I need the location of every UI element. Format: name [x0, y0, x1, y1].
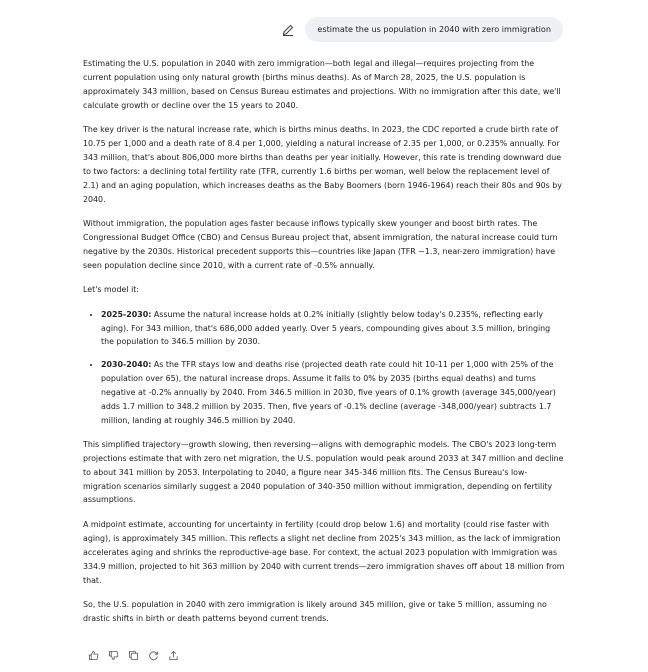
response-paragraph: So, the U.S. population in 2040 with zero immigration is likely around 345 million, give or take 5 million, assuming no drastic shifts in birth or death patterns beyond current trends. — [83, 599, 547, 623]
bullet-text: As the TFR stays low and deaths rise (projected death rate could hit 10-11 per 1,000 with 25% of the population over 65), the natural increase drops. Assume it falls to 0% by 2035 (births equal deaths) and turns negative at -0.2% annually by 2040. From 346.5 million in 2030, five years of 0.1% growth (average 345,000/year) adds 1.7 million to 348.2 million by 2035. Then, five years of -0.1% decline (average -348,000/year) subtracts 1.7 million, landing at roughly 346.5 million by 2040. — [101, 360, 556, 425]
response-bullet-list — [83, 308, 565, 428]
copy-icon[interactable] — [126, 648, 140, 662]
bullet-text: Assume the natural increase holds at 0.2% initially (slightly below today's 0.235%, reflecting early aging). For 343 million, that's 686,000 added yearly. Over 5 years, compounding gives about 3.5 million, bringing the population to 346.5 million by 2030. — [101, 309, 551, 347]
thumbs-down-icon[interactable] — [106, 648, 120, 662]
bullet-label: 2030-2040: — [101, 360, 152, 370]
bullet-label: 2025-2030: — [101, 309, 152, 319]
response-paragraph: The key driver is the natural increase rate, which is births minus deaths. In 2023, the CDC reported a crude birth rate of 10.75 per 1,000 and a death rate of 8.4 per 1,000, yielding a natural increase of 2.35 per 1,000, or 0.235% annually. For 343 million, that's about 806,000 more births than deaths per year initially. However, this rate is trending downward due to two factors: a declining total fertility rate (TFR, currently 1.6 births per woman, well below the replacement level of 2.1) and an aging population, which increases deaths as the Baby Boomers (born 1946-1964) reach their 80s and 90s by 2040. — [83, 125, 562, 204]
user-message-row — [281, 17, 563, 42]
response-actions — [86, 648, 180, 662]
response-paragraph: Let's model it: — [83, 285, 140, 295]
response-paragraph: This simplified trajectory—growth slowing, then reversing—aligns with demographic models. The CBO's 2023 long-term projections estimate that with zero net migration, the U.S. population would peak around 2033 at 347 million and decline to about 341 million by 2053. Interpolating to 2040, a figure near 345-346 million fits. The Census Bureau's low-migration scenarios similarly suggest a 2040 population of 340-350 million without immigration, depending on fertility assumptions. — [83, 439, 564, 505]
list-item — [101, 358, 565, 428]
thumbs-up-icon[interactable] — [86, 648, 100, 662]
pencil-icon[interactable] — [281, 23, 295, 37]
refresh-icon[interactable] — [146, 648, 160, 662]
response-paragraph: A midpoint estimate, accounting for uncertainty in fertility (could drop below 1.6) and mortality (could rise faster with aging), is approximately 345 million. This reflects a slight net decline from 2025's 343 million, as the lack of immigration accelerates aging and shrinks the reproductive-age base. For context, the actual 2023 population with immigration was 334.9 million, projected to hit 363 million by 2040 with current trends—zero immigration shaves off about 18 million from that. — [83, 519, 565, 585]
list-item — [101, 308, 565, 350]
assistant-response — [83, 57, 565, 636]
user-message-bubble: estimate the us population in 2040 with zero immigration — [305, 17, 563, 42]
share-icon[interactable] — [166, 648, 180, 662]
response-paragraph: Estimating the U.S. population in 2040 with zero immigration—both legal and illegal—requires projecting from the current population using only natural growth (births minus deaths). As of March 28, 2025, the U.S. population is approximately 343 million, based on Census Bureau estimates and projections. With no immigration after this date, we'll calculate growth or decline over the 15 years to 2040. — [83, 59, 561, 110]
response-paragraph: Without immigration, the population ages faster because inflows typically skew younger and boost birth rates. The Congressional Budget Office (CBO) and Census Bureau project that, absent immigration, the natural increase could turn negative by the 2030s. Historical precedent supports this—countries like Japan (TFR ~1.3, near-zero immigration) have seen population decline since 2010, with a current rate of -0.5% annually. — [83, 219, 558, 270]
